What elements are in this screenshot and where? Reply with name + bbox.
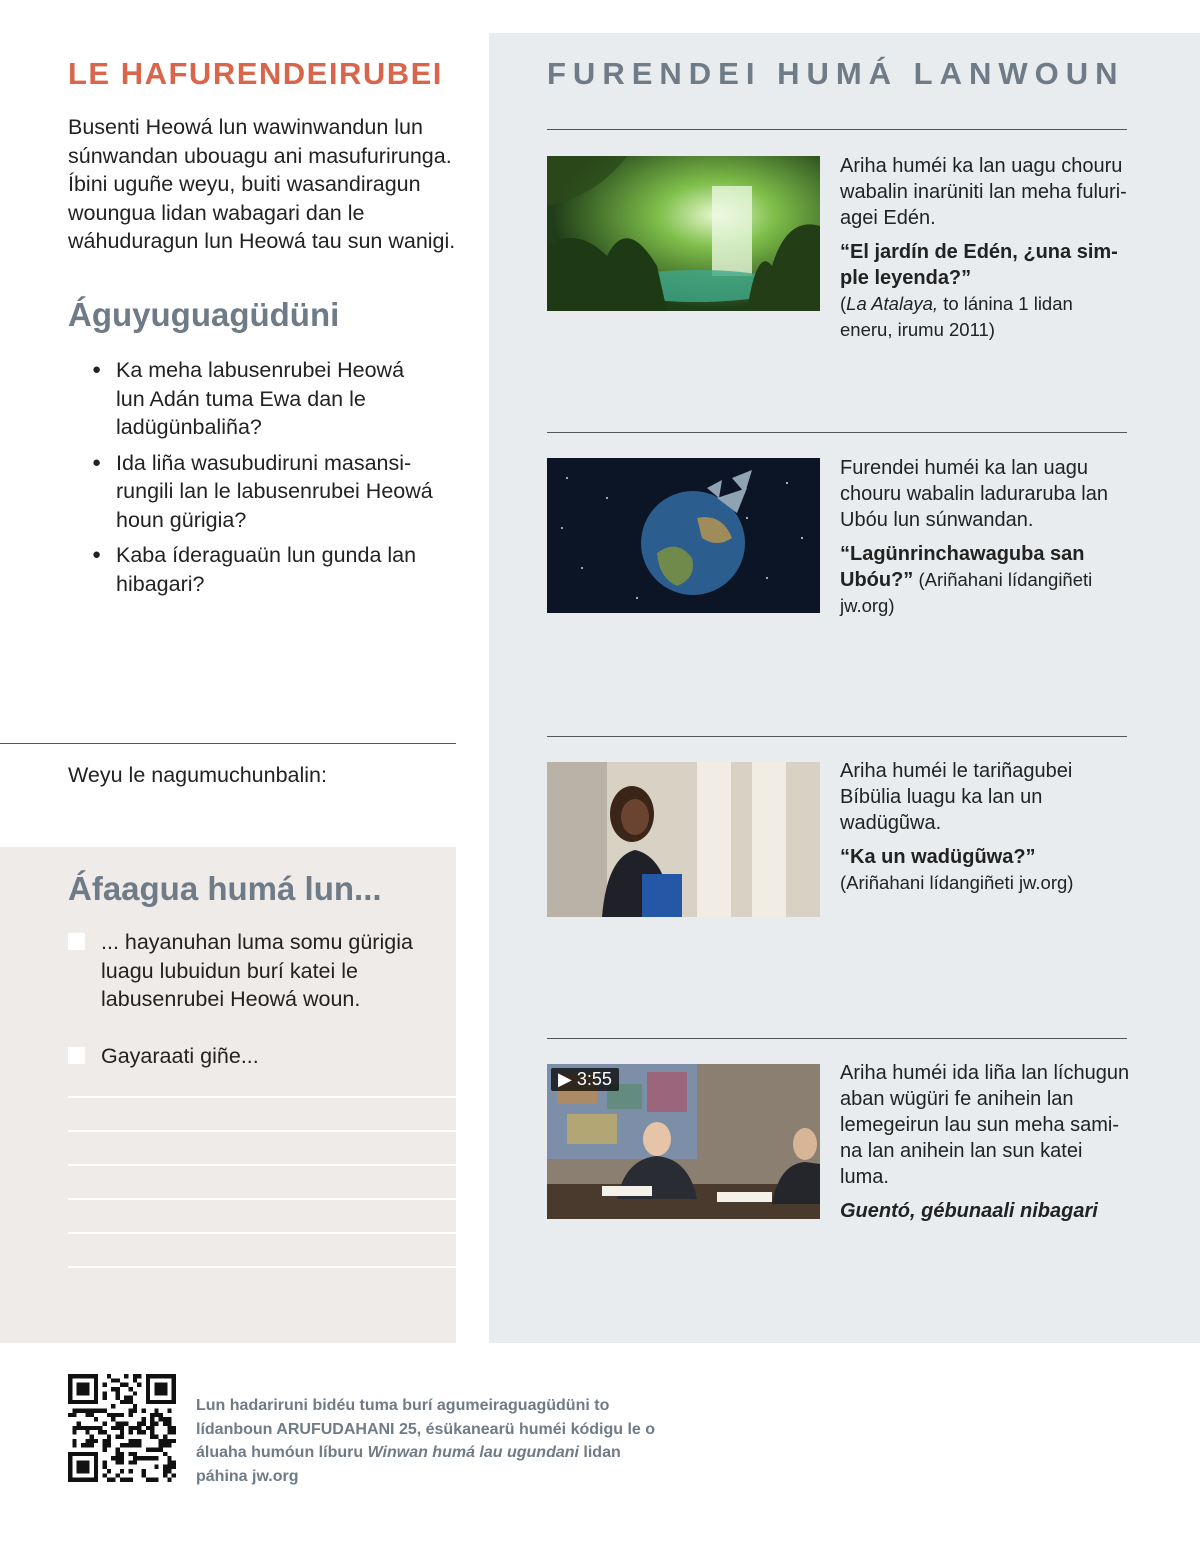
resource-description: Ariha huméi ida liña lan líchugun aban wügüri fe anihein lan lemegeirun lau sun meha samina lan anihein lan sun katei luma. [840,1062,1130,1188]
divider [547,432,1127,433]
resource-title[interactable]: Guentó, gébunaali nibagari [840,1200,1098,1222]
goal-item [68,928,428,1014]
writing-line[interactable] [68,1232,456,1234]
waterfall-garden-image[interactable] [547,156,820,311]
footer-text [196,1394,676,1488]
divider [547,129,1127,130]
goal-item-text: ... hayanuhan luma somu gürigia luagu lubuidun burí katei le labusenrubei Heowá woun. [101,930,413,1011]
goal-item-text: Gayaraati giñe... [101,1044,259,1068]
resource-text [840,758,1130,896]
resource-reference: (La Atalaya, to lánina 1 lidan eneru, irumu 2011) [840,293,1073,340]
video-duration-badge: ▶ 3:55 [551,1068,619,1091]
bible-discussion-video-thumbnail[interactable] [547,1064,820,1219]
review-questions [92,356,437,605]
divider [547,736,1127,737]
resource-reference: (Ariñahani lídangiñeti jw.org) [840,569,1093,616]
goal-box [0,847,456,1343]
review-question: ● Ida liña wasubudiruni masansirungili lan le labusenrubei Heowá houn gürigia? [92,449,437,535]
resource-reference: (Ariñahani lídangiñeti jw.org) [840,872,1074,893]
book-title: Winwan humá lau ugundani [367,1444,579,1461]
qr-code-graphic [68,1374,176,1482]
resource-text [840,1060,1130,1224]
goal-title: Áfaagua humá lun... [68,870,382,907]
resource-title[interactable]: “El jardín de Edén, ¿una simple leyenda?” [840,241,1118,289]
reference-publication: La Atalaya, [846,293,939,314]
resource-title-line [840,541,1130,619]
note-label: Weyu le nagumuchunbalin: [68,763,327,787]
summary-text: Busenti Heowá lun wawinwandun lun súnwandan ubouagu ani masufurirunga. Íbini uguñe weyu, buiti wasandiragun woungua lidan wabagari dan le wáhuduragun lun Heowá tau sun wanigi. [68,115,456,253]
goal-item [68,1042,428,1071]
resource-text [840,455,1130,619]
resource-title[interactable]: “Ka un wadügũwa?” [840,846,1036,868]
goal-checkbox[interactable] [68,933,85,950]
divider [547,1038,1127,1039]
resource-title[interactable]: “Lagünrinchawaguba san Ubóu?” [840,543,1085,591]
resource-description: Ariha huméi ka lan uagu chouru wabalin inarüniti lan meha fuluri-agei Edén. [840,155,1127,229]
shattered-earth-image[interactable] [547,458,820,613]
resource-text [840,153,1130,343]
footer-text-part: lidan páhina jw.org [196,1444,621,1485]
writing-line[interactable] [68,1130,456,1132]
divider [0,743,456,744]
footer-text-part: Lun hadariruni bidéu tuma burí agumeiraguagüdüni to lídanboun ARUFUDAHANI 25, ésükanearü huméi kódigu le o áluaha humóun líburu [196,1397,656,1461]
resource-description: Ariha huméi le tariñagubei Bíbülia luagu ka lan un wadügũwa. [840,760,1073,834]
qr-code[interactable] [68,1374,176,1482]
writing-line[interactable] [68,1096,456,1098]
goal-checkbox[interactable] [68,1047,85,1064]
writing-line[interactable] [68,1198,456,1200]
review-question: ● Ka meha labusenrubei Heowá lun Adán tuma Ewa dan le ladügünbaliña? [92,356,437,442]
reference-detail: to lánina 1 lidan eneru, irumu 2011) [840,293,1073,340]
review-title: Águyuguagüdüni [68,296,340,333]
summary-title: LE HAFURENDEIRUBEI [68,56,443,91]
review-question: ● Kaba íderaguaün lun gunda lan hibagari? [92,541,437,598]
resource-description: Furendei huméi ka lan uagu chouru wabalin laduraruba lan Ubóu lun súnwandan. [840,457,1108,531]
further-reading-title: FURENDEI HUMÁ LANWOUN [547,56,1125,91]
student-with-books-image[interactable] [547,762,820,917]
writing-line[interactable] [68,1266,456,1268]
writing-line[interactable] [68,1164,456,1166]
